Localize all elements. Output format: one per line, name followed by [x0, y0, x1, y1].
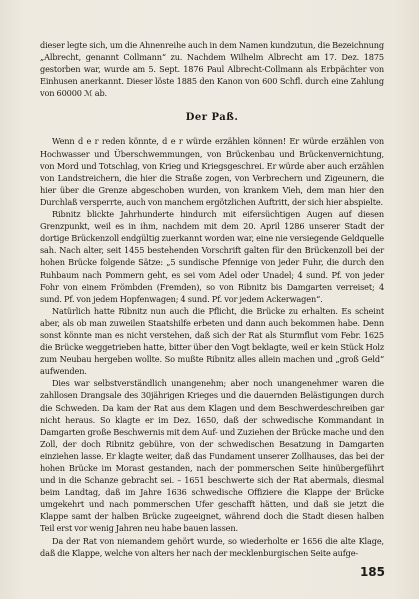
page-number: 185 — [359, 565, 385, 579]
paragraph-council-complaint: Da der Rat von niemandem gehört wurde, so wiederholte er 1656 die alte Klage, daß die Klappe, welche von alters her nach der mecklenburgischen Seite aufge- — [40, 535, 384, 558]
section-heading: Der Paß. — [185, 112, 239, 124]
paragraph-bridge-toll: Ribnitz blickte Jahrhunderte hindurch mit eifersüchtigen Augen auf diesen Grenzpunkt, weil es in ihm, nachdem mit dem 20. April 1286 unserer Stadt der dortige Brückenzoll endgültig zuerkannt worden war, eine nie versiegende Geldquelle sah. Nach alter, seit 1455 bestehenden Vorschrift galten für den Brückenzoll bei der hohen Brücke folgende Sätze: „5 sundische Pfennige von jeder Fuhr, die durch den Ruhbaum nach Pommern geht, es sei vom Adel oder Unadel; 4 sund. Pf. von jeder Fohr von einem Frömbden (Fremden), so von Ribnitz bis Damgarten verreiset; 4 sund. Pf. von jedem Hopfenwagen; 4 sund. Pf. vor jedem Ackerwagen“. — [40, 209, 384, 304]
paragraph-continuation: dieser legte sich, um die Ahnenreihe auch in dem Namen kundzutun, die Bezeichnung „Albrecht, genannt Collmann“ zu. Nachdem Wilhelm Albrecht am 17. Dez. 1875 gestorben war, wurde am 5. Sept. 1876 Paul Albrecht-Collmann als Erbpächter von Einhusen anerkannt. Dieser löste 1885 den Kanon von 600 Schfl. durch eine Zahlung von 60000 ℳ ab. — [40, 40, 384, 99]
paragraph-swedish-troubles: Dies war selbstverständlich unangenehm; aber noch unangenehmer waren die zahllosen Drangsale des 30jährigen Krieges und die dauernden Belästigungen durch die Schweden. Da kam der Rat aus dem Klagen und dem Beschwerdeschreiben gar nicht heraus. So klagte er im Dez. 1650, daß der schwedische Kommandant in Damgarten große Beschwernis mit dem Auf- und Zuziehen der Brücke mache und den Zoll, der doch Ribnitz gebühre, von der schwedischen Besatzung in Damgarten einziehen lasse. Er klagte weiter, daß das Fundament unserer Zollhauses, das bei der hohen Brücke im Morast gestanden, nach der pommerschen Seite hinübergeführt und in die Schanze gebracht sei. – 1651 beschwerte sich der Rat abermals, diesmal beim Landtag, daß im Jahre 1636 schwedische Offiziere die Klappe der Brücke umgekehrt und nach pommerschen Ufer geschafft hätten, und daß sie jetzt die Klappe samt der halben Brücke zugeeignet, während doch die Stadt diesen halben Teil erst vor wenig Jahren neu habe bauen lassen. — [40, 378, 384, 534]
paragraph-intro: Wenn d e r reden könnte, d e r würde erzählen können! Er würde erzählen von Hochwasser und Überschwemmungen, von Brückenbau und Brückenvernichtung, von Mord und Totschlag, von Krieg und Kriegsgeschrei. Er würde aber auch erzählen von Landstreichern, die hier die Straße zogen, von Verbrechern und Zigeunern, die hier über die Grenze abgeschoben wurden, von krankem Vieh, dem man hier den Durchlaß versperrte, auch von manchem ergötzlichen Auftritt, der sich hier abspielte. — [40, 136, 384, 207]
paragraph-bridge-maintenance: Natürlich hatte Ribnitz nun auch die Pflicht, die Brücke zu erhalten. Es scheint aber, als ob man zuweilen Staatshilfe erbeten und dann auch bekommen habe. Denn sonst könnte man es nicht verstehen, daß sich der Rat als Sturmflut vom Febr. 1625 die Brücke weggetrieben hatte, bitter über den Vogt beklagte, weil er kein Stück Holz zum Neubau hergeben wollte. So mußte Ribnitz alles allein machen und „groß Geld“ aufwenden. — [40, 305, 384, 377]
page-body — [40, 39, 384, 559]
